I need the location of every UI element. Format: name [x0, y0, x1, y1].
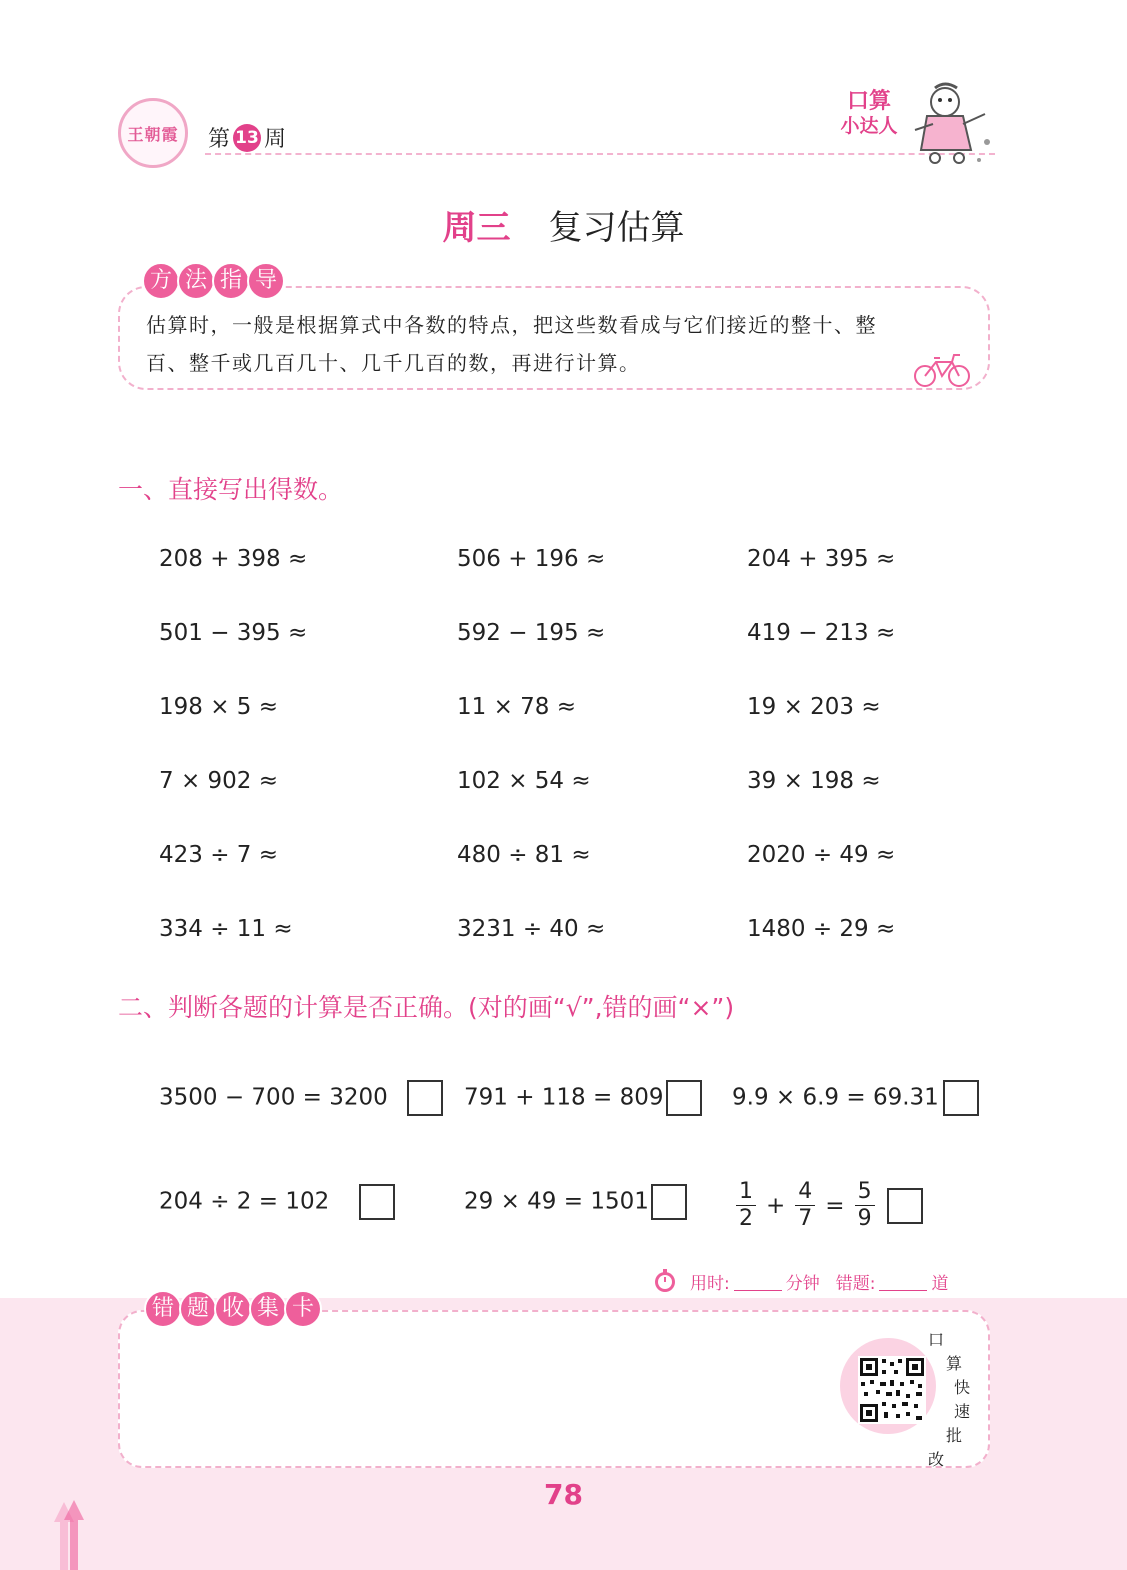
bicycle-icon [912, 350, 972, 390]
quick-grading-label: 口 算 快 速 批 改 [928, 1330, 971, 1469]
card-tag-char: 错 [144, 1290, 182, 1328]
estimate-problem: 506 + 196 ≈ [457, 546, 606, 572]
answer-checkbox[interactable] [887, 1188, 923, 1224]
timer-row [652, 1268, 948, 1294]
estimate-problem: 480 ÷ 81 ≈ [457, 842, 591, 868]
week-number: 13 [233, 124, 261, 152]
estimate-problem: 423 ÷ 7 ≈ [159, 842, 279, 868]
method-tag-char: 导 [247, 262, 285, 300]
card-tag-char: 收 [214, 1290, 252, 1328]
method-tag-char: 指 [212, 262, 250, 300]
method-tag [142, 262, 282, 300]
method-tag-char: 法 [177, 262, 215, 300]
title-day: 周三 [442, 208, 511, 248]
page-title [0, 200, 1127, 249]
estimate-problem: 2020 ÷ 49 ≈ [747, 842, 896, 868]
publisher-logo [118, 98, 188, 168]
estimate-problem: 102 × 54 ≈ [457, 768, 591, 794]
fraction: $\frac{4}{7}$ [795, 1180, 815, 1231]
series-badge: 口算 小达人 [840, 89, 898, 137]
answer-checkbox[interactable] [666, 1080, 702, 1116]
card-tag-char: 卡 [284, 1290, 322, 1328]
estimate-problem: 419 − 213 ≈ [747, 620, 896, 646]
time-unit: 分钟 [785, 1273, 820, 1294]
card-tag-char: 集 [249, 1290, 287, 1328]
stopwatch-icon [652, 1268, 678, 1294]
card-tag-char: 题 [179, 1290, 217, 1328]
estimate-problem: 334 ÷ 11 ≈ [159, 916, 293, 942]
judge-equation: 204 ÷ 2 = 102 [159, 1188, 330, 1215]
error-card-tag [144, 1290, 319, 1328]
qr-code-icon[interactable] [858, 1356, 926, 1424]
estimate-problem: 39 × 198 ≈ [747, 768, 881, 794]
page-number: 78 [544, 1478, 583, 1511]
section1-heading: 一、直接写出得数。 [118, 475, 344, 504]
time-label: 用时: [690, 1273, 730, 1294]
method-tag-char: 方 [142, 262, 180, 300]
arrows-decoration-icon [50, 1498, 90, 1570]
judge-equation: 791 + 118 = 809 [464, 1084, 664, 1111]
answer-checkbox[interactable] [651, 1184, 687, 1220]
estimate-problem: 3231 ÷ 40 ≈ [457, 916, 606, 942]
answer-checkbox[interactable] [943, 1080, 979, 1116]
judge-item [159, 1080, 443, 1116]
estimate-problem: 11 × 78 ≈ [457, 694, 577, 720]
error-unit: 道 [931, 1273, 949, 1294]
logo-text: 王朝霞 [127, 124, 179, 144]
judge-equation: 29 × 49 = 1501 [464, 1188, 649, 1215]
estimate-problem: 501 − 395 ≈ [159, 620, 308, 646]
method-text: 估算时，一般是根据算式中各数的特点，把这些数看成与它们接近的整十、整 百、整千或几百几十、几千几百的数，再进行计算。 [146, 313, 877, 375]
estimate-problem: 7 × 902 ≈ [159, 768, 279, 794]
fraction: $\frac{5}{9}$ [855, 1180, 875, 1231]
judge-equation: 3500 − 700 = 3200 [159, 1084, 388, 1111]
error-blank[interactable] [879, 1272, 927, 1291]
estimate-problem: 204 + 395 ≈ [747, 546, 896, 572]
judge-item [732, 1080, 979, 1116]
week-label: 第 13 周 [208, 122, 286, 153]
fraction: $\frac{1}{2}$ [736, 1180, 756, 1231]
judge-equation: 9.9 × 6.9 = 69.31 [732, 1084, 939, 1111]
judge-item-fraction: $\frac{1}{2}$ + $\frac{4}{7}$ = $\frac{5}{9}$ [732, 1180, 923, 1231]
estimate-problem: 19 × 203 ≈ [747, 694, 881, 720]
judge-item [159, 1184, 395, 1220]
estimate-problem: 198 × 5 ≈ [159, 694, 279, 720]
estimate-problem: 208 + 398 ≈ [159, 546, 308, 572]
time-blank[interactable] [734, 1272, 782, 1291]
judge-item [464, 1080, 702, 1116]
answer-checkbox[interactable] [407, 1080, 443, 1116]
estimate-problem: 1480 ÷ 29 ≈ [747, 916, 896, 942]
mascot-illustration [905, 80, 997, 168]
judge-item [464, 1184, 687, 1220]
title-topic: 复习估算 [548, 208, 685, 248]
section2-heading: 二、判断各题的计算是否正确。(对的画“√”,错的画“×”) [118, 993, 735, 1022]
estimate-problem: 592 − 195 ≈ [457, 620, 606, 646]
header-divider [205, 153, 995, 155]
error-label: 错题: [835, 1273, 876, 1294]
answer-checkbox[interactable] [359, 1184, 395, 1220]
